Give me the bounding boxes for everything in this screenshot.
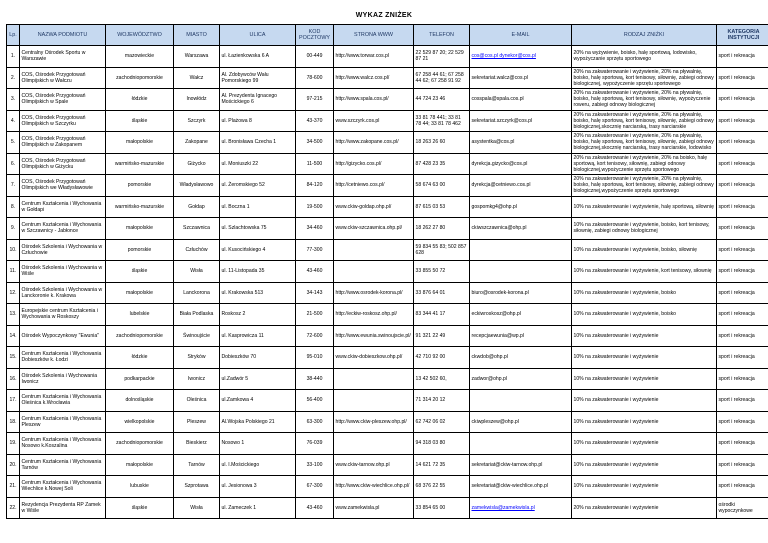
cell-zip: 34-460 — [296, 218, 334, 240]
cell-phone: 58 674 63 00 — [414, 175, 470, 197]
cell-www[interactable]: http://www.torwar.cos.pl — [334, 46, 414, 68]
cell-www[interactable]: www.ckiw-dobieszkow.ohp.pl/ — [334, 347, 414, 369]
cell-category: sport i rekreacja — [717, 175, 768, 197]
cell-email: asystentka@cos.pl — [470, 132, 572, 154]
cell-discount: 10% na zakwaterowanie i wyżywienie — [572, 347, 717, 369]
cell-city: Pleszew — [174, 411, 220, 433]
cell-category: sport i rekreacja — [717, 89, 768, 111]
cell-zip: 19-500 — [296, 196, 334, 218]
table-row — [7, 347, 768, 369]
cell-city: Wałcz — [174, 67, 220, 89]
cell-lp: 2. — [7, 67, 20, 89]
cell-street: ul. Zameczek 1 — [220, 497, 296, 519]
table-body — [7, 46, 768, 519]
cell-zip: 84-120 — [296, 175, 334, 197]
cell-www[interactable]: http://www.ckiw-wiechlice.ohp.pl/ — [334, 476, 414, 498]
cell-city: Wisła — [174, 497, 220, 519]
cell-category: sport i rekreacja — [717, 433, 768, 455]
cell-city: Bieskierz — [174, 433, 220, 455]
cell-city: Warszawa — [174, 46, 220, 68]
email-link[interactable]: cos@cos.pl dynekor@cos.pl — [470, 46, 572, 68]
cell-lp: 10. — [7, 239, 20, 261]
cell-www — [334, 261, 414, 283]
cell-lp: 22. — [7, 497, 20, 519]
cell-zip: 34-143 — [296, 282, 334, 304]
cell-discount: 20% na zakwaterowanie i wyżywienie, 20% na pływalnię, boisko, halę sportową, kort tenisowy, siłownię, zabiegi odnowy biologicznej,skocznię narciarską, trasy narciarskie — [572, 110, 717, 132]
cell-lp: 13. — [7, 304, 20, 326]
cell-phone: 67 258 44 61; 67 258 44 62; 67 258 91 92 — [414, 67, 470, 89]
header-www: STRONA WWW — [334, 25, 414, 46]
cell-discount: 10% na zakwaterowanie i wyżywienie, kort tenisowy, siłownię — [572, 261, 717, 283]
cell-zip: 33-100 — [296, 454, 334, 476]
cell-lp: 12. — [7, 282, 20, 304]
cell-zip: 00-449 — [296, 46, 334, 68]
cell-discount: 10% na zakwaterowanie i wyżywienie, boisko, siłownię — [572, 239, 717, 261]
table-row — [7, 282, 768, 304]
cell-city: Biała Podlaska — [174, 304, 220, 326]
cell-zip: 95-010 — [296, 347, 334, 369]
cell-lp: 16. — [7, 368, 20, 390]
page-title: WYKAZ ZNIŻEK — [355, 12, 413, 19]
cell-email: ckiwszczawnica@ohp.pl — [470, 218, 572, 240]
cell-discount: 20% na zakwaterowanie i wyżywienie, 20% na pływalnię, boisko, halę sportową, kort tenisowy, siłownię, wypożyczenie roweru, zabiegi odnowy biologicznej — [572, 89, 717, 111]
cell-street: ul. Łazienkowska 6 A — [220, 46, 296, 68]
cell-voivodeship: śląskie — [106, 497, 174, 519]
cell-street: ul. Plażowa 8 — [220, 110, 296, 132]
cell-email — [470, 390, 572, 412]
cell-city: Szczyrk — [174, 110, 220, 132]
cell-voivodeship: małopolskie — [106, 132, 174, 154]
cell-voivodeship: lubuskie — [106, 476, 174, 498]
cell-category: sport i rekreacja — [717, 476, 768, 498]
table-row — [7, 325, 768, 347]
table-row — [7, 261, 768, 283]
cell-category: sport i rekreacja — [717, 239, 768, 261]
cell-name: Ośrodek Szkolenia i Wychowania w Człuchowie — [20, 239, 106, 261]
cell-name: Ośrodek Szkolenia i Wychowania w Wiśle — [20, 261, 106, 283]
cell-name: Centrum Kształcenia i Wychowania Tarnów — [20, 454, 106, 476]
cell-zip: 56-400 — [296, 390, 334, 412]
table-row — [7, 454, 768, 476]
cell-discount: 20% na zakwaterowanie i wyżywienie, 20% na pływalnię, boisko, halę sportową, kort tenisowy, siłownię, zabiegi odnowy biologicznej,skocznię narciarską, trasy narciarskie, lodowisko — [572, 132, 717, 154]
cell-discount: 10% na zakwaterowanie i wyżywienie, boisko — [572, 304, 717, 326]
cell-category: sport i rekreacja — [717, 411, 768, 433]
cell-zip: 43-370 — [296, 110, 334, 132]
cell-category: sport i rekreacja — [717, 325, 768, 347]
header-email: E-MAIL — [470, 25, 572, 46]
cell-city: Władysławowo — [174, 175, 220, 197]
cell-street: ul.Zadwór 5 — [220, 368, 296, 390]
cell-phone: 87 428 23 35 — [414, 153, 470, 175]
cell-discount: 10% na zakwaterowanie i wyżywienie, boisko, kort tenisowy, siłownię, zabiegi odnowy biologicznej — [572, 218, 717, 240]
header-zip: KOD POCZTOWY — [296, 25, 334, 46]
cell-name: COS, Ośrodek Przygotowań Olimpijskich w Zakopanem — [20, 132, 106, 154]
cell-category: sport i rekreacja — [717, 153, 768, 175]
cell-email: cosspala@spala.cos.pl — [470, 89, 572, 111]
cell-name: Centralny Ośrodek Sportu w Warszawie — [20, 46, 106, 68]
cell-discount: 20% na zakwaterowanie i wyżywienie, 20% na pływalnię, boisko, halę sportową, kort tenisowy, siłownię, zabiegi odnowy biologicznej,wypożyczenie sprzętu sportowego — [572, 175, 717, 197]
cell-phone: 91 321 22 49 — [414, 325, 470, 347]
email-link[interactable]: zamekwisla@zamekwisla.pl — [470, 497, 572, 519]
table-row — [7, 368, 768, 390]
table-row — [7, 153, 768, 175]
cell-zip: 67-300 — [296, 476, 334, 498]
cell-voivodeship: małopolskie — [106, 218, 174, 240]
cell-phone: 13 42 502 60, — [414, 368, 470, 390]
cell-www[interactable]: http://www.ewunia.swinoujscie.pl/ — [334, 325, 414, 347]
cell-discount: 10% na zakwaterowanie i wyżywienie — [572, 433, 717, 455]
header-city: MIASTO — [174, 25, 220, 46]
cell-email: ckwdob@ohp.pl — [470, 347, 572, 369]
cell-name: COS, Ośrodek Przygotowań Olimpijskich w Wałczu — [20, 67, 106, 89]
cell-phone: 42 710 92 00 — [414, 347, 470, 369]
discount-table — [6, 24, 768, 519]
cell-email: sekretariat.szczyrk@cos.pl — [470, 110, 572, 132]
cell-phone: 62 742 06 02 — [414, 411, 470, 433]
cell-lp: 14. — [7, 325, 20, 347]
table-header-row — [7, 25, 768, 46]
cell-street: ul. 11-Listopada 35 — [220, 261, 296, 283]
cell-voivodeship: pomorskie — [106, 239, 174, 261]
cell-www[interactable]: www.ckiw-szczawnica.ohp.pl/ — [334, 218, 414, 240]
header-category: KATEGORIA INSTYTUCJI — [717, 25, 768, 46]
cell-www[interactable]: http://www.osrodek-korona.pl/ — [334, 282, 414, 304]
cell-voivodeship: śląskie — [106, 110, 174, 132]
cell-voivodeship: dolnośląskie — [106, 390, 174, 412]
cell-www[interactable]: http://www.spala.cos.pl/ — [334, 89, 414, 111]
cell-zip: 38-440 — [296, 368, 334, 390]
cell-category: sport i rekreacja — [717, 368, 768, 390]
cell-street: ul. Żeromskiego 52 — [220, 175, 296, 197]
cell-phone: 44 724 23 46 — [414, 89, 470, 111]
cell-street: ul. Bronisława Czecha 1 — [220, 132, 296, 154]
cell-discount: 20% na zakwaterowanie i wyżywienie, 20% na pływalnię, boisko, halę sportową, kort tenisowy, siłownię, zabiegi odnowy biologicznej, wypożyczenie sprzętu sportowego — [572, 67, 717, 89]
cell-category: sport i rekreacja — [717, 304, 768, 326]
cell-category: sport i rekreacja — [717, 218, 768, 240]
cell-category: sport i rekreacja — [717, 46, 768, 68]
header-lp: Lp. — [7, 25, 20, 46]
cell-name: Ośrodek Szkolenia i Wychowania Iwonicz — [20, 368, 106, 390]
cell-voivodeship: zachodniopomorskie — [106, 325, 174, 347]
cell-voivodeship: śląskie — [106, 261, 174, 283]
cell-lp: 6. — [7, 153, 20, 175]
cell-street: Roskosz 2 — [220, 304, 296, 326]
header-name: NAZWA PODMIOTU — [20, 25, 106, 46]
cell-www[interactable]: www.szczyrk.cos.pl — [334, 110, 414, 132]
table-row — [7, 67, 768, 89]
table-row — [7, 476, 768, 498]
cell-name: Centrum Kształcenia i Wychowania w Szczawnicy - Jabłonce — [20, 218, 106, 240]
cell-email: biuro@osrodek-korona.pl — [470, 282, 572, 304]
cell-street: ul. Szlachtowska 75 — [220, 218, 296, 240]
cell-name: Centrum Kształcenia i Wychowania Pleszew — [20, 411, 106, 433]
cell-street: Al. Prezydenta Ignacego Mościckiego 6 — [220, 89, 296, 111]
cell-name: COS, Ośrodek Przygotowań Olimpijskich w Szczyrku — [20, 110, 106, 132]
cell-www[interactable]: http://www.ckiw-pleszew.ohp.pl/ — [334, 411, 414, 433]
cell-lp: 18. — [7, 411, 20, 433]
cell-zip: 43-460 — [296, 497, 334, 519]
table-row — [7, 110, 768, 132]
cell-phone: 87 615 03 53 — [414, 196, 470, 218]
cell-discount: 10% na zakwaterowanie i wyżywienie — [572, 325, 717, 347]
cell-street: Nosowo 1 — [220, 433, 296, 455]
cell-name: Ośrodek Szkolenia i Wychowania w Lanckoronie k. Krakowa — [20, 282, 106, 304]
cell-lp: 20. — [7, 454, 20, 476]
table-row — [7, 196, 768, 218]
cell-street: Al.Wojska Polskiego 21 — [220, 411, 296, 433]
cell-phone: 33 854 65 00 — [414, 497, 470, 519]
cell-street: ul. Kusocińskiego 4 — [220, 239, 296, 261]
table-row — [7, 239, 768, 261]
cell-category: ośrodki wypoczynkowe — [717, 497, 768, 519]
cell-discount: 20% na zakwaterowanie i wyżywienie — [572, 497, 717, 519]
cell-email: eckiwroskosz@ohp.pl — [470, 304, 572, 326]
cell-discount: 10% na zakwaterowanie i wyżywienie — [572, 476, 717, 498]
cell-street: ul. Kasprowicza 11 — [220, 325, 296, 347]
cell-street: ul.Zamkowa 4 — [220, 390, 296, 412]
cell-city: Oleśnica — [174, 390, 220, 412]
table-row — [7, 132, 768, 154]
cell-category: sport i rekreacja — [717, 347, 768, 369]
cell-www[interactable]: www.ckiw-goldap.ohp.pl/ — [334, 196, 414, 218]
cell-www — [334, 433, 414, 455]
table-row — [7, 390, 768, 412]
cell-name: Ośrodek Wypoczynkowy "Ewunia" — [20, 325, 106, 347]
cell-www[interactable]: http://gizycko.cos.pl/ — [334, 153, 414, 175]
cell-phone: 18 262 27 80 — [414, 218, 470, 240]
cell-street: ul. Boczna 1 — [220, 196, 296, 218]
cell-city: Świnoujście — [174, 325, 220, 347]
cell-lp: 15. — [7, 347, 20, 369]
cell-email: dyrekcja@cetniewo.cos.pl — [470, 175, 572, 197]
cell-city: Tarnów — [174, 454, 220, 476]
cell-lp: 3. — [7, 89, 20, 111]
cell-zip: 78-600 — [296, 67, 334, 89]
cell-category: sport i rekreacja — [717, 67, 768, 89]
cell-street: ul. I.Mościckiego — [220, 454, 296, 476]
cell-email: sekretariat.walcz@cos.pl — [470, 67, 572, 89]
cell-lp: 11. — [7, 261, 20, 283]
cell-email — [470, 433, 572, 455]
cell-name: Rezydencja Prezydenta RP Zamek w Wiśle — [20, 497, 106, 519]
cell-phone: 94 318 03 80 — [414, 433, 470, 455]
cell-city: Iwonicz — [174, 368, 220, 390]
cell-phone: 33 855 50 72 — [414, 261, 470, 283]
cell-email: gospomkg4@ohp.pl — [470, 196, 572, 218]
cell-category: sport i rekreacja — [717, 390, 768, 412]
cell-street: ul. Krakowska 513 — [220, 282, 296, 304]
cell-category: sport i rekreacja — [717, 196, 768, 218]
cell-lp: 4. — [7, 110, 20, 132]
cell-email: ckiwpleszew@ohp.pl — [470, 411, 572, 433]
cell-city: Zakopane — [174, 132, 220, 154]
cell-email: sekretariat@ckiw-wiechlice.ohp.pl — [470, 476, 572, 498]
cell-zip: 77-300 — [296, 239, 334, 261]
cell-voivodeship: zachodniopomorskie — [106, 67, 174, 89]
cell-voivodeship: zachodniopomorskie — [106, 433, 174, 455]
cell-zip: 11-500 — [296, 153, 334, 175]
cell-voivodeship: łódzkie — [106, 347, 174, 369]
table-row — [7, 46, 768, 68]
cell-name: Centrum Kształcenia i Wychowania Dobieszków k. Łodzi — [20, 347, 106, 369]
cell-discount: 20% na zakwaterowanie i wyżywienie, 20% na boisko, halę sportową, kort tenisowy, siłownię, zabiegi odnowy biologicznej,wypożyczenie sprzętu sportowego — [572, 153, 717, 175]
cell-city: Wisła — [174, 261, 220, 283]
cell-voivodeship: pomorskie — [106, 175, 174, 197]
cell-name: COS, Ośrodek Przygotowań Olimpijskich w Giżycku — [20, 153, 106, 175]
cell-discount: 10% na zakwaterowanie i wyżywienie — [572, 411, 717, 433]
cell-zip: 97-215 — [296, 89, 334, 111]
cell-zip: 63-300 — [296, 411, 334, 433]
cell-voivodeship: podkarpackie — [106, 368, 174, 390]
cell-lp: 17. — [7, 390, 20, 412]
cell-voivodeship: łódzkie — [106, 89, 174, 111]
cell-zip: 43-460 — [296, 261, 334, 283]
header-discount: RODZAJ ZNIŻKI — [572, 25, 717, 46]
table-row — [7, 175, 768, 197]
table-row — [7, 433, 768, 455]
cell-email — [470, 239, 572, 261]
cell-zip: 21-500 — [296, 304, 334, 326]
table-row — [7, 218, 768, 240]
table-row — [7, 89, 768, 111]
cell-phone: 18 263 26 60 — [414, 132, 470, 154]
cell-www — [334, 368, 414, 390]
cell-discount: 10% na zakwaterowanie i wyżywienie — [572, 368, 717, 390]
cell-phone: 33 81 78 441; 33 81 78 44; 33 81 78 462 — [414, 110, 470, 132]
cell-category: sport i rekreacja — [717, 282, 768, 304]
cell-voivodeship: małopolskie — [106, 454, 174, 476]
cell-name: Centrum Kształcenia i Wychowania w Gołdapi — [20, 196, 106, 218]
cell-lp: 5. — [7, 132, 20, 154]
cell-street: ul. Moniuszki 22 — [220, 153, 296, 175]
cell-lp: 8. — [7, 196, 20, 218]
cell-name: Centrum Kształcenia i Wychowania Oleśnica k.Wrocławia — [20, 390, 106, 412]
cell-city: Człuchów — [174, 239, 220, 261]
cell-www[interactable]: http://cetniewo.cos.pl/ — [334, 175, 414, 197]
cell-street: ul. Jesionowa 3 — [220, 476, 296, 498]
cell-discount: 10% na zakwaterowanie i wyżywienie, halę sportową, siłownię — [572, 196, 717, 218]
cell-www — [334, 390, 414, 412]
cell-discount: 10% na zakwaterowanie i wyżywienie — [572, 390, 717, 412]
cell-lp: 9. — [7, 218, 20, 240]
cell-city: Szczawnica — [174, 218, 220, 240]
cell-discount: 20% na wyżywienie, boisko, halę sportową, lodowisko, wypożyczanie sprzętu sportowego — [572, 46, 717, 68]
cell-email: zadwor@ohp.pl — [470, 368, 572, 390]
cell-voivodeship: lubelskie — [106, 304, 174, 326]
cell-category: sport i rekreacja — [717, 454, 768, 476]
cell-city: Inowłódz — [174, 89, 220, 111]
cell-email — [470, 261, 572, 283]
table-row — [7, 304, 768, 326]
cell-voivodeship: wielkopolskie — [106, 411, 174, 433]
cell-city: Giżycko — [174, 153, 220, 175]
cell-lp: 19. — [7, 433, 20, 455]
cell-name: COS, Ośrodek Przygotowań Olimpijskich w Spale — [20, 89, 106, 111]
table-row — [7, 411, 768, 433]
header-street: ULICA — [220, 25, 296, 46]
table-row — [7, 497, 768, 519]
cell-city: Lanckorona — [174, 282, 220, 304]
cell-name: Europejskie centrum Kształcenia i Wychowania w Roskoszy — [20, 304, 106, 326]
cell-name: Centrum Kształcenia i Wychowania Wiechlice k.Nowej Soli — [20, 476, 106, 498]
cell-street: Dobieszków 70 — [220, 347, 296, 369]
cell-phone: 33 876 64 01 — [414, 282, 470, 304]
cell-city: Szprotawa — [174, 476, 220, 498]
cell-street: Al. Zdobywców Wału Pomorskiego 99 — [220, 67, 296, 89]
cell-category: sport i rekreacja — [717, 132, 768, 154]
cell-zip: 76-039 — [296, 433, 334, 455]
cell-phone: 71 314 20 12 — [414, 390, 470, 412]
cell-zip: 72-600 — [296, 325, 334, 347]
cell-voivodeship: mazowieckie — [106, 46, 174, 68]
cell-www[interactable]: www.ckiw-tarnow.ohp.pl — [334, 454, 414, 476]
cell-lp: 7. — [7, 175, 20, 197]
cell-voivodeship: warmińsko-mazurskie — [106, 196, 174, 218]
header-phone: TELEFON — [414, 25, 470, 46]
cell-discount: 10% na zakwaterowanie i wyżywienie — [572, 454, 717, 476]
cell-phone: 14 621 72 35 — [414, 454, 470, 476]
cell-www — [334, 239, 414, 261]
cell-phone: 83 344 41 17 — [414, 304, 470, 326]
cell-discount: 10% na zakwaterowanie i wyżywienie, boisko — [572, 282, 717, 304]
cell-voivodeship: warmińsko-mazurskie — [106, 153, 174, 175]
cell-phone: 22 529 87 20; 22 529 87 21 — [414, 46, 470, 68]
cell-email: dyrekcja.gizycko@cos.pl — [470, 153, 572, 175]
cell-lp: 1. — [7, 46, 20, 68]
cell-email: sekretariat@ckiw-tarnow.ohp.pl — [470, 454, 572, 476]
cell-www[interactable]: http://www.walcz.cos.pl/ — [334, 67, 414, 89]
cell-zip: 34-500 — [296, 132, 334, 154]
header-voivodeship: WOJEWÓDZTWO — [106, 25, 174, 46]
cell-email: recepcjaewunia@wp.pl — [470, 325, 572, 347]
cell-category: sport i rekreacja — [717, 261, 768, 283]
cell-lp: 21. — [7, 476, 20, 498]
cell-www[interactable]: http://www.zakopane.cos.pl/ — [334, 132, 414, 154]
cell-phone: 59 834 55 83; 502 857 628 — [414, 239, 470, 261]
cell-city: Gołdap — [174, 196, 220, 218]
cell-phone: 68 376 22 55 — [414, 476, 470, 498]
cell-voivodeship: małopolskie — [106, 282, 174, 304]
cell-www[interactable]: http://eckiw-roskosz.ohp.pl/ — [334, 304, 414, 326]
cell-name: COS, Ośrodek Przygotowań Olimpijskich we Władysławowie — [20, 175, 106, 197]
cell-name: Centrum Kształcenia i Wychowania Nosowo k.Koszalina — [20, 433, 106, 455]
cell-www[interactable]: www.zamekwisla.pl — [334, 497, 414, 519]
cell-category: sport i rekreacja — [717, 110, 768, 132]
cell-city: Stryków — [174, 347, 220, 369]
